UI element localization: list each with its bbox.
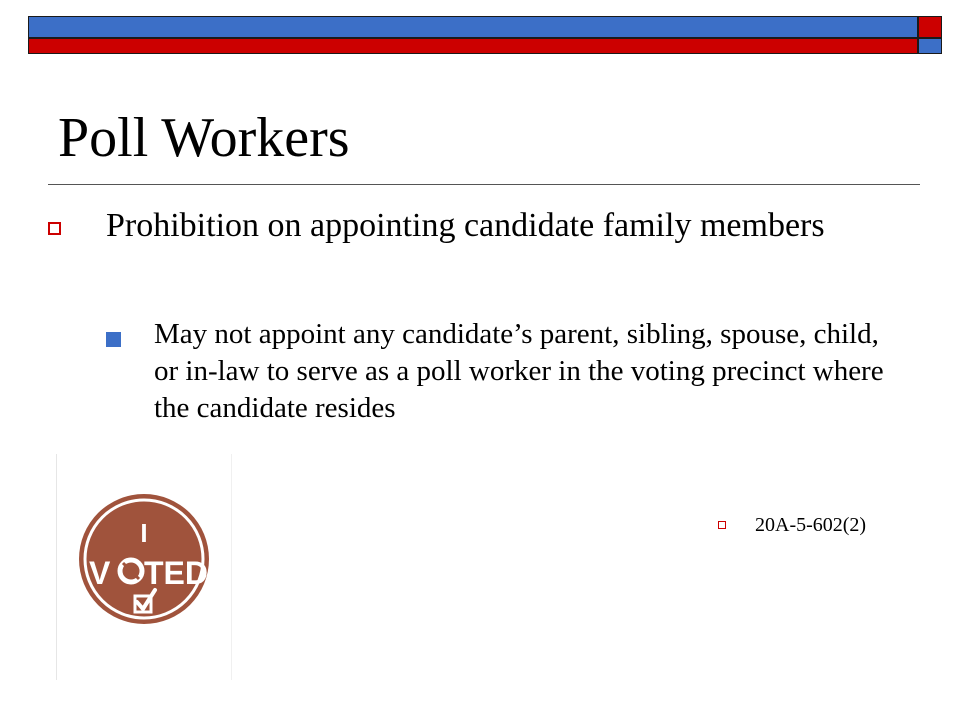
citation (718, 512, 866, 538)
header-square-red (918, 16, 942, 38)
badge-text-i: I (140, 518, 148, 548)
bullet-level2-text: May not appoint any candidate’s parent, sibling, spouse, child, or in-law to serve as a poll worker in the voting precinct where the candidate resides (154, 318, 884, 424)
bullet-level2 (106, 316, 896, 427)
hollow-square-bullet-icon (48, 222, 61, 235)
i-voted-badge (77, 492, 211, 626)
header-square-blue (918, 38, 942, 54)
badge-text-ted: TED (144, 555, 208, 591)
bullet-level1 (48, 204, 868, 248)
small-hollow-square-bullet-icon (718, 521, 726, 529)
citation-text: 20A-5-602(2) (755, 514, 867, 536)
slide-title: Poll Workers (58, 107, 350, 169)
badge-text-v: V (89, 555, 111, 591)
title-divider (48, 184, 920, 185)
header-bar-red (28, 38, 918, 54)
header-bar-blue (28, 16, 918, 38)
filled-square-bullet-icon (106, 332, 121, 347)
bullet-level1-text: Prohibition on appointing candidate family members (106, 207, 825, 244)
